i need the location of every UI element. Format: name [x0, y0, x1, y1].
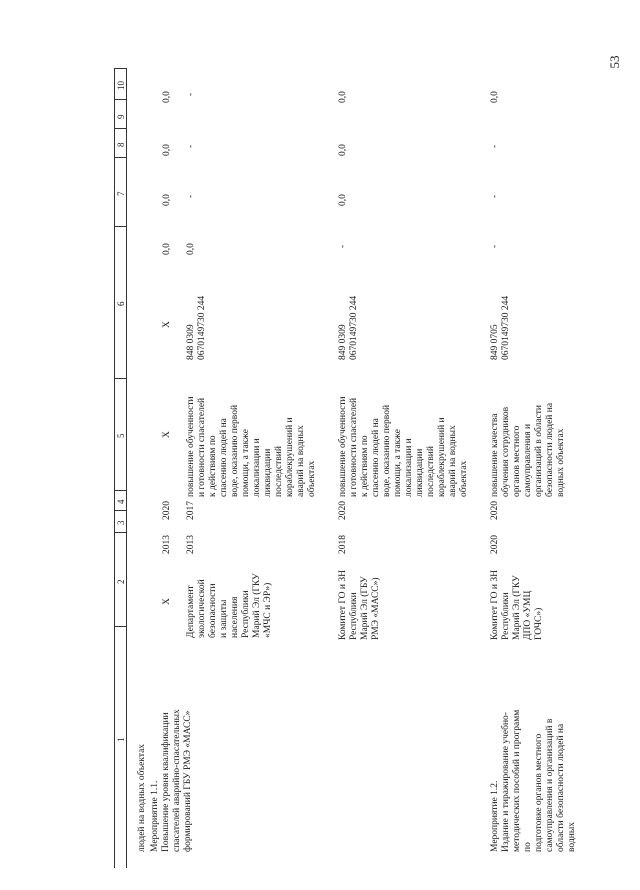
col-sep: [114, 157, 126, 158]
header-col-1: 1: [116, 737, 126, 742]
row-0-col1: Мероприятие 1.1. Повышение уровня квалификации спасателей аварийно-спасательных формирований ГБУ РМЭ «МАСС»: [150, 709, 193, 852]
row-2-col2: Комитет ГО и ЗН Республики Марий Эл (ГБУ РМЭ «МАСС»): [338, 570, 381, 640]
row-1-col5: повышение обученности и готовности спасателей к действиям по спасению людей на воде, оказанию первой помощи, а также локализации и ликвидации последствий кораблекрушений и аварий на водных объектах: [186, 396, 317, 497]
col-sep: [114, 532, 126, 533]
row-0-col3: 2013: [162, 535, 172, 554]
header-bottom-rule: [126, 68, 127, 868]
row-0-col8: 0,0: [162, 194, 172, 206]
col-sep: [114, 490, 126, 491]
section-continuation: людей на водных объектах: [137, 743, 147, 852]
row-1-col4: 2017: [186, 501, 196, 520]
header-col-5: 5: [116, 433, 126, 438]
row-1-col8: -: [186, 194, 196, 198]
row-3-col6: 849 0705 0670149730 244: [490, 295, 511, 360]
row-3-col2: Комитет ГО и ЗН Республики Марий Эл (ГКУ ДПО «УМЦ ГОЧС»): [490, 570, 544, 640]
header-col-10: 10: [116, 81, 126, 90]
row-0-col5: X: [162, 431, 172, 438]
row-0-col9: 0,0: [162, 144, 172, 156]
row-0-col7: 0,0: [162, 243, 172, 255]
row-0-col2: X: [162, 598, 172, 605]
header-col-3: 3: [116, 520, 126, 525]
row-3-col5: повышение качества обучения сотрудников органов местного самоуправления и организаций в области безопасности людей на водных объектах: [490, 402, 566, 497]
col-sep: [114, 510, 126, 511]
row-3-col7: -: [490, 244, 500, 248]
row-2-col10: 0,0: [338, 91, 348, 103]
row-3-col3: 2020: [490, 535, 500, 554]
header-col-7: 7: [116, 191, 126, 196]
row-1-col9: -: [186, 144, 196, 148]
row-2-col4: 2020: [338, 501, 348, 520]
row-0-col4: 2020: [162, 501, 172, 520]
row-3-col8: -: [490, 194, 500, 198]
header-col-9: 9: [116, 114, 126, 119]
row-2-col8: 0,0: [338, 194, 348, 206]
col-sep: [114, 128, 126, 129]
header-col-2: 2: [116, 579, 126, 584]
col-sep: [114, 378, 126, 379]
col-sep: [114, 226, 126, 227]
row-0-col10: 0,0: [162, 91, 172, 103]
header-col-8: 8: [116, 142, 126, 147]
row-2-col9: 0,0: [338, 144, 348, 156]
page-number: 53: [607, 55, 622, 69]
header-col-6: 6: [116, 301, 126, 306]
row-3-col9: -: [490, 144, 500, 148]
row-2-col3: 2018: [338, 535, 348, 554]
row-1-col2: Департамент экологической безопасности и защиты населения Республики Марий Эл (ГКУ «МЧС и ЭР»): [186, 573, 273, 638]
row-2-col7: -: [338, 244, 348, 248]
col-sep: [114, 626, 126, 627]
row-3-col10: 0,0: [490, 91, 500, 103]
row-3-col1: Мероприятие 1.2. Издание и тиражирование учебно- методических пособий и программ по подготовке органов местного самоуправления и организаций в области безопасности людей на водных: [490, 709, 577, 852]
col-sep: [114, 99, 126, 100]
row-1-col6: 848 0309 0670149730 244: [186, 295, 207, 360]
row-2-col6: 849 0309 0670149730 244: [338, 295, 359, 360]
row-1-col10: -: [186, 92, 196, 96]
row-1-col3: 2013: [186, 535, 196, 554]
header-right-rule: [114, 68, 126, 69]
row-3-col4: 2020: [490, 501, 500, 520]
header-col-4: 4: [116, 499, 126, 504]
row-1-col7: 0,0: [186, 243, 196, 255]
header-top-rule: [114, 68, 115, 868]
row-0-col6: X: [162, 321, 172, 328]
row-2-col5: повышение обученности и готовности спасателей к действиям по спасению людей на воде, оказанию первой помощи, а также локализации и ликвидации последствий кораблекрушений и аварий на водных объектах: [338, 396, 469, 497]
